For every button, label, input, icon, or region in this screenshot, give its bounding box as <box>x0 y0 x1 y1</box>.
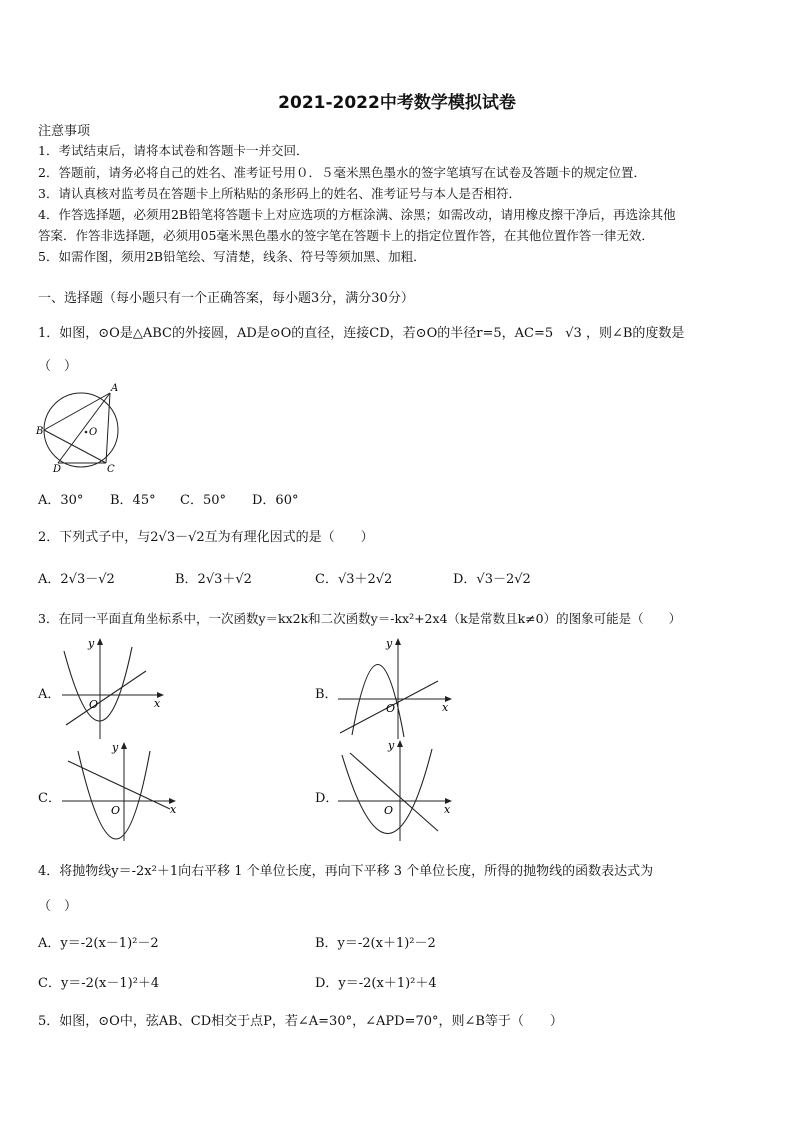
q1-option-a: A．30° <box>38 493 84 508</box>
q3c-x-label: x <box>170 803 177 816</box>
q3-option-b: B． <box>315 687 338 702</box>
question-1-sqrt: √3 <box>565 326 582 341</box>
page-title: 2021-2022中考数学模拟试卷 <box>278 93 516 113</box>
q3-option-d: D． <box>315 791 339 806</box>
q3-option-a: A． <box>38 687 61 702</box>
question-5-text: 5．如图，⊙O中，弦AB、CD相交于点P，若∠A=30°，∠APD=70°，则∠B等于（ ） <box>38 1014 563 1029</box>
note-item: 2．答题前，请务必将自己的姓名、准考证号用０．５毫米黑色墨水的签字笔填写在试卷及答题卡的规定位置． <box>38 165 646 180</box>
q1-option-c: C．50° <box>180 493 226 508</box>
fig1-label-c: C <box>107 464 115 472</box>
question-2-text: 2．下列式子中，与2√3－√2互为有理化因式的是（ ） <box>38 530 374 545</box>
q3a-o-label: O <box>89 698 99 711</box>
q4-option-c: C．y＝-2(x－1)²＋4 <box>38 976 160 991</box>
q3b-o-label: O <box>386 702 396 715</box>
q2-option-d: D．√3－2√2 <box>453 572 531 587</box>
note-item: 4．作答选择题，必须用2B铅笔将答题卡上对应选项的方框涂满、涂黑；如需改动，请用橡皮擦干净后，再选涂其他 <box>38 207 676 222</box>
q3d-y-label: y <box>388 739 395 752</box>
fig1-label-b: B <box>36 426 44 437</box>
note-item: 答案．作答非选择题，必须用05毫米黑色墨水的签字笔在答题卡上的指定位置作答，在其他位置作答一律无效． <box>38 228 654 243</box>
section-heading: 一、选择题（每小题只有一个正确答案，每小题3分，满分30分） <box>38 291 414 306</box>
q3a-x-label: x <box>154 697 161 710</box>
question-1-figure <box>36 380 126 472</box>
note-item: 3．请认真核对监考员在答题卡上所粘贴的条形码上的姓名、准考证号与本人是否相符． <box>38 186 521 201</box>
q3b-x-label: x <box>442 701 449 714</box>
q1-option-d: D．60° <box>252 493 299 508</box>
q3-option-c: C． <box>38 791 61 806</box>
q3c-y-label: y <box>112 741 119 754</box>
question-4-paren: （ ） <box>38 899 78 914</box>
note-item: 1．考试结束后，请将本试卷和答题卡一并交回． <box>38 143 309 158</box>
fig1-label-a: A <box>111 383 119 394</box>
question-1 <box>38 322 684 341</box>
q2-option-c: C．√3＋2√2 <box>315 572 393 587</box>
q3-graph-c <box>58 737 184 845</box>
fig1-label-o: O <box>89 427 98 438</box>
q3d-x-label: x <box>444 803 451 816</box>
q3-graph-a <box>58 633 170 743</box>
q2-option-b: B．2√3＋√2 <box>175 572 252 587</box>
q3-graph-b <box>334 633 458 743</box>
question-1-text: 1．如图，⊙O是△ABC的外接圆，AD是⊙O的直径，连接CD，若⊙O的半径r=5，AC=5 <box>38 326 554 341</box>
q3a-y-label: y <box>88 637 95 650</box>
fig1-label-d: D <box>53 464 62 472</box>
q4-option-b: B．y＝-2(x＋1)²－2 <box>315 936 436 951</box>
q3b-y-label: y <box>386 637 393 650</box>
q3c-o-label: O <box>111 804 121 817</box>
question-4-text: 4．将抛物线y＝-2x²＋1向右平移 1 个单位长度，再向下平移 3 个单位长度，所得的抛物线的函数表达式为 <box>38 864 654 879</box>
question-1-tail: ，则∠B的度数是 <box>585 326 685 341</box>
q3d-o-label: O <box>384 804 394 817</box>
note-item: 5．如需作图，须用2B铅笔绘、写清楚，线条、符号等须加黑、加粗． <box>38 249 426 264</box>
q1-option-b: B．45° <box>110 493 156 508</box>
q3-graph-d <box>334 735 458 845</box>
q4-option-d: D．y＝-2(x＋1)²＋4 <box>315 976 437 991</box>
notes-heading: 注意事项 <box>38 124 91 139</box>
q4-option-a: A．y＝-2(x－1)²－2 <box>38 936 159 951</box>
question-1-paren: （ ） <box>38 359 78 374</box>
q2-option-a: A．2√3－√2 <box>38 572 115 587</box>
question-3-text: 3．在同一平面直角坐标系中，一次函数y＝kx2k和二次函数y＝-kx²+2x4（k是常数且k≠0）的图象可能是（ ） <box>38 611 682 626</box>
